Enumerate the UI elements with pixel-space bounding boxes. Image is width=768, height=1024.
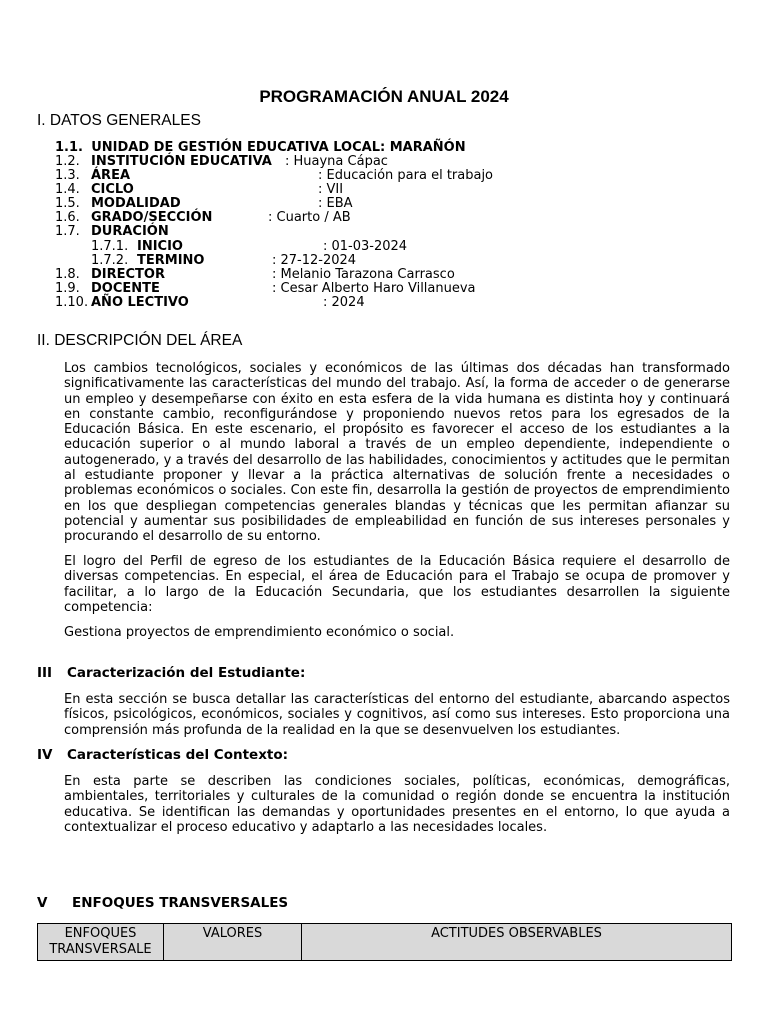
- section-2-heading: II. DESCRIPCIÓN DEL ÁREA: [37, 332, 243, 349]
- item-number: 1.5.: [55, 196, 80, 211]
- item-number: 1.1.: [55, 140, 83, 155]
- competency-text: Gestiona proyectos de emprendimiento económico o social.: [64, 625, 455, 640]
- item-number: 1.6.: [55, 210, 80, 225]
- item-value: : 27-12-2024: [272, 253, 357, 268]
- item-value: : 01-03-2024: [323, 239, 408, 254]
- area-description-paragraph: Los cambios tecnológicos, sociales y económicos de las últimas dos décadas han transformado significativamente las características del mundo del trabajo. Así, la forma de acceder o de generarse un empleo y desempeñarse con éxito en esta esfera de la vida humana es distinta hoy y continuará en constante cambio, reconfigurándose y proponiendo nuevos retos para los egresados de la Educación Básica. En este escenario, el propósito es favorecer el acceso de los estudiantes a la educación superior o al mundo laboral a través de un empleo dependiente, independiente o autogenerado, y a través del desarrollo de las habilidades, conocimientos y actitudes que le permitan al estudiante proponer y llevar a la práctica alternativas de solución frente a necesidades o problemas económicos o sociales. Con este fin, desarrolla la gestión de proyectos de emprendimiento en los que despliegan competencias generales blandas y técnicas que les permitan afianzar su potencial y aumentar sus posibilidades de empleabilidad en función de sus intereses personales y procurando el desarrollo de su entorno.: [64, 361, 730, 545]
- item-value: : EBA: [318, 196, 353, 211]
- item-label: AÑO LECTIVO: [91, 295, 189, 310]
- item-value: : 2024: [323, 295, 365, 310]
- item-label: DIRECTOR: [91, 267, 165, 282]
- item-value: : Huayna Cápac: [285, 154, 388, 169]
- item-label: DOCENTE: [91, 281, 160, 296]
- item-number: 1.7.: [55, 224, 80, 239]
- section-5-number: V: [37, 895, 48, 911]
- section-3-heading: Caracterización del Estudiante:: [67, 665, 306, 681]
- item-number: 1.8.: [55, 267, 80, 282]
- section-4-heading: Características del Contexto:: [67, 747, 289, 763]
- section-1-heading: I. DATOS GENERALES: [37, 112, 201, 129]
- item-number: 1.4.: [55, 182, 80, 197]
- item-label: DURACIÓN: [91, 224, 169, 239]
- page-title: PROGRAMACIÓN ANUAL 2024: [259, 87, 509, 106]
- item-value: : Cuarto / AB: [268, 210, 351, 225]
- item-number: 1.7.1.: [91, 239, 129, 254]
- table-header-enfoques: ENFOQUES TRANSVERSALE: [38, 924, 164, 961]
- item-label: ÁREA: [91, 168, 131, 183]
- item-number: 1.9.: [55, 281, 80, 296]
- item-value: : Cesar Alberto Haro Villanueva: [272, 281, 476, 296]
- item-label: INICIO: [137, 239, 183, 254]
- section-3-number: III: [37, 665, 53, 681]
- table-header-row: [38, 924, 732, 961]
- student-characterization-paragraph: En esta sección se busca detallar las características del entorno del estudiante, abarcando aspectos físicos, psicológicos, económicos, sociales y cognitivos, así como sus intereses. Esto proporciona una comprensión más profunda de la realidad en la que se desenvuelven los estudiantes.: [64, 692, 730, 738]
- context-paragraph: En esta parte se describen las condiciones sociales, políticas, económicas, demográficas, ambientales, territoriales y culturales de la comunidad o región donde se encuentra la institución educativa. Se identifican las demandas y oportunidades presentes en el entorno, lo que ayuda a contextualizar el proceso educativo y adaptarlo a las necesidades locales.: [64, 774, 730, 835]
- table-header-actitudes: ACTITUDES OBSERVABLES: [302, 924, 732, 961]
- section-5-heading: ENFOQUES TRANSVERSALES: [72, 895, 289, 911]
- item-label: CICLO: [91, 182, 134, 197]
- item-label: MODALIDAD: [91, 196, 181, 211]
- item-label: TERMINO: [137, 253, 205, 268]
- table-header-valores: VALORES: [164, 924, 302, 961]
- section-4-number: IV: [37, 747, 53, 763]
- item-label: UNIDAD DE GESTIÓN EDUCATIVA LOCAL: MARAÑÓN: [91, 140, 466, 155]
- item-number: 1.2.: [55, 154, 80, 169]
- profile-paragraph: El logro del Perfil de egreso de los estudiantes de la Educación Básica requiere el desarrollo de diversas competencias. En especial, el área de Educación para el Trabajo se ocupa de promover y facilitar, a lo largo de la Educación Secundaria, que los estudiantes desarrollen la siguiente competencia:: [64, 554, 730, 615]
- item-value: : VII: [318, 182, 344, 197]
- item-label: GRADO/SECCIÓN: [91, 210, 213, 225]
- transversal-approaches-table: [37, 923, 732, 961]
- item-label: INSTITUCIÓN EDUCATIVA: [91, 154, 272, 169]
- item-number: 1.7.2.: [91, 253, 129, 268]
- item-number: 1.10.: [55, 295, 89, 310]
- item-number: 1.3.: [55, 168, 80, 183]
- item-value: : Melanio Tarazona Carrasco: [272, 267, 455, 282]
- item-value: : Educación para el trabajo: [318, 168, 494, 183]
